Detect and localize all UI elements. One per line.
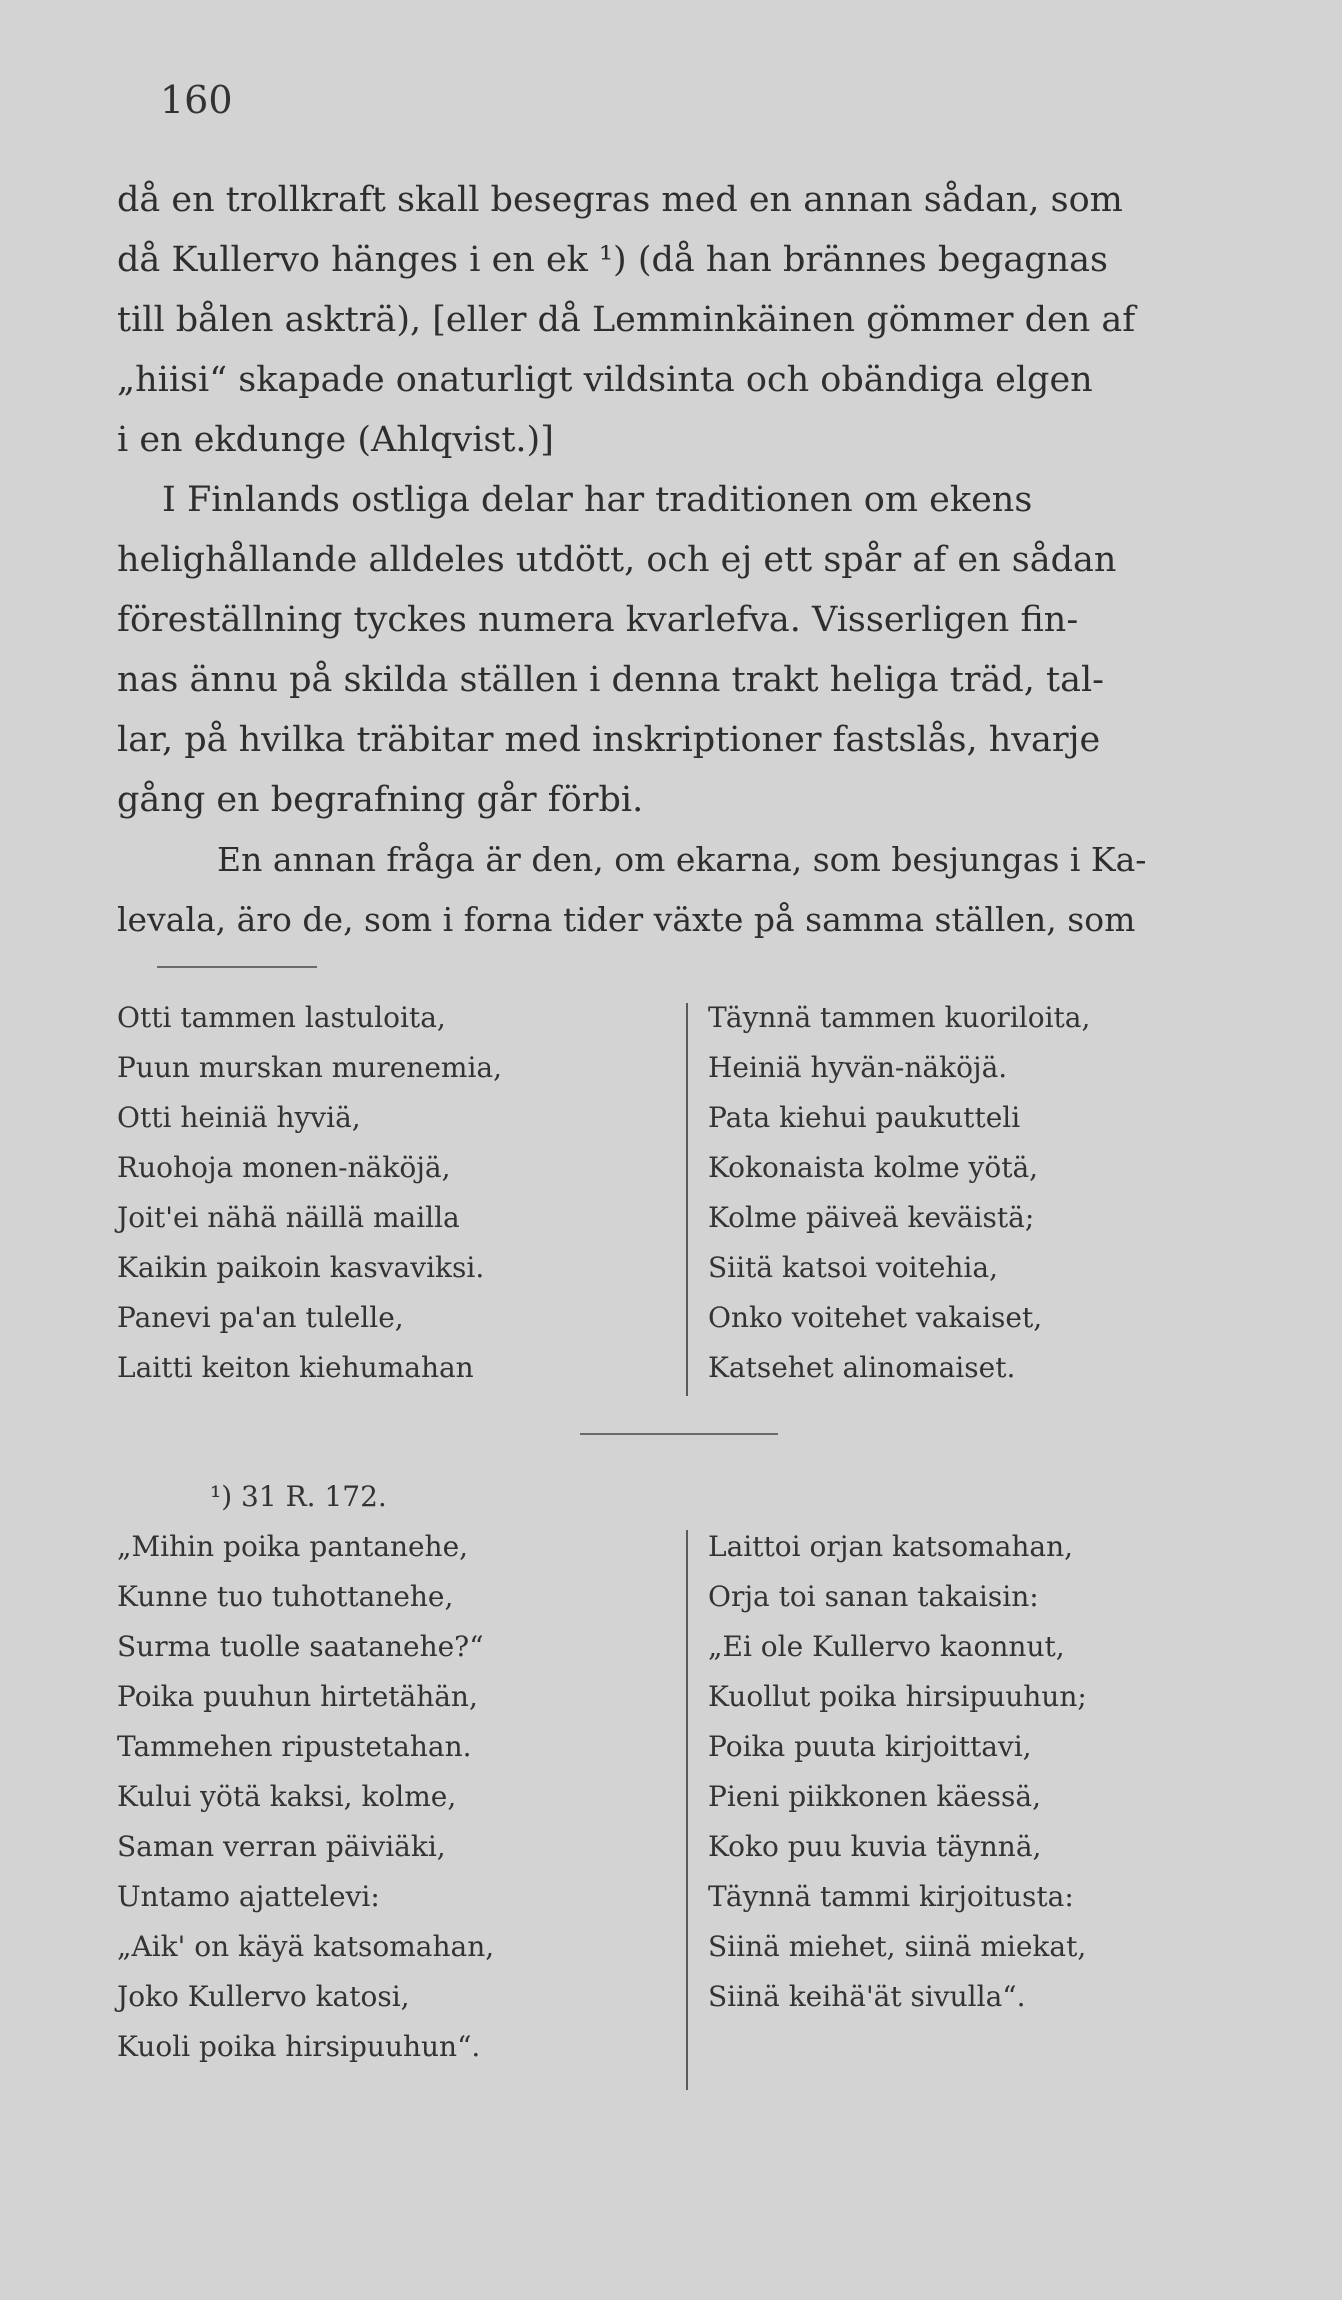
verse-line: Kaikin paikoin kasvaviksi. [117,1251,485,1284]
paragraph-line: då en trollkraft skall besegras med en annan sådan, som [117,180,1123,220]
verse-line: Otti tammen lastuloita, [117,1001,446,1034]
paragraph-line: I Finlands ostliga delar har traditionen om ekens [162,480,1033,520]
verse-line: Heiniä hyvän-näköjä. [708,1051,1008,1084]
paragraph-line: levala, äro de, som i forna tider växte på samma ställen, som [117,900,1136,939]
verse-line: Laittoi orjan katsomahan, [708,1530,1074,1563]
verse1-left-column [117,993,502,1393]
paragraph-line: då Kullervo hänges i en ek ¹) (då han brännes begagnas [117,240,1109,280]
paragraph-line: nas ännu på skilda ställen i denna trakt heliga träd, tal- [117,660,1105,700]
verse-line: Kolme päiveä keväistä; [708,1201,1035,1234]
verse-line: Kuollut poika hirsipuuhun; [708,1680,1087,1713]
verse-line: Saman verran päiviäki, [117,1830,446,1863]
verse-line: Tammehen ripustetahan. [117,1730,472,1763]
verse2-left-column [117,1522,494,2072]
page-number: 160 [160,78,233,122]
footnote-reference: ¹) 31 R. 172. [210,1480,387,1513]
verse-line: Joit'ei nähä näillä mailla [117,1201,460,1234]
verse-line: Puun murskan murenemia, [117,1051,503,1084]
verse-line: Kului yötä kaksi, kolme, [117,1780,457,1813]
verse-line: Täynnä tammen kuoriloita, [708,1001,1091,1034]
verse-line: „Mihin poika pantanehe, [117,1530,469,1563]
paragraph-line: till bålen askträ), [eller då Lemminkäinen gömmer den af [117,300,1136,340]
verse-line: Siinä keihä'ät sivulla“. [708,1980,1026,2013]
verse-line: Katsehet alinomaiset. [708,1351,1016,1384]
verse-line: Ruohoja monen-näköjä, [117,1151,451,1184]
verse-line: Orja toi sanan takaisin: [708,1580,1039,1613]
verse-line: „Ei ole Kullervo kaonnut, [708,1630,1065,1663]
verse-line: Otti heiniä hyviä, [117,1101,361,1134]
verse-line: Koko puu kuvia täynnä, [708,1830,1042,1863]
verse-line: Poika puuta kirjoittavi, [708,1730,1032,1763]
verse-line: Pieni piikkonen käessä, [708,1780,1041,1813]
paragraph-line: En annan fråga är den, om ekarna, som besjungas i Ka- [217,840,1147,879]
verse-line: Untamo ajattelevi: [117,1880,380,1913]
verse1-right-column [708,993,1090,1393]
verse-line: Poika puuhun hirtetähän, [117,1680,478,1713]
verse-line: Pata kiehui paukutteli [708,1101,1021,1134]
verse-line: Kunne tuo tuhottanehe, [117,1580,454,1613]
body-paragraph [117,170,1242,950]
paragraph-line: gång en begrafning går förbi. [117,780,644,820]
verse-column-divider [686,1003,688,1396]
verse-line: „Aik' on käyä katsomahan, [117,1930,495,1963]
paragraph-line: helighållande alldeles utdött, och ej ett spår af en sådan [117,540,1117,580]
verse-line: Kuoli poika hirsipuuhun“. [117,2030,481,2063]
verse2-right-column [708,1522,1087,2022]
separator-rule [580,1433,778,1435]
verse-line: Laitti keiton kiehumahan [117,1351,474,1384]
verse-line: Siinä miehet, siinä miekat, [708,1930,1087,1963]
paragraph-line: lar, på hvilka träbitar med inskriptioner fastslås, hvarje [117,720,1101,760]
verse-line: Surma tuolle saatanehe?“ [117,1630,484,1663]
verse-line: Siitä katsoi voitehia, [708,1251,998,1284]
paragraph-line: föreställning tyckes numera kvarlefva. Visserligen fin- [117,600,1079,640]
paragraph-line: „hiisi“ skapade onaturligt vildsinta och obändiga elgen [117,360,1093,400]
verse-line: Panevi pa'an tulelle, [117,1301,404,1334]
verse-line: Onko voitehet vakaiset, [708,1301,1043,1334]
verse-line: Joko Kullervo katosi, [117,1980,410,2013]
verse-line: Täynnä tammi kirjoitusta: [708,1880,1074,1913]
verse-column-divider [686,1530,688,2090]
paragraph-line: i en ekdunge (Ahlqvist.)] [117,420,554,460]
verse-line: Kokonaista kolme yötä, [708,1151,1039,1184]
separator-rule [157,966,317,968]
